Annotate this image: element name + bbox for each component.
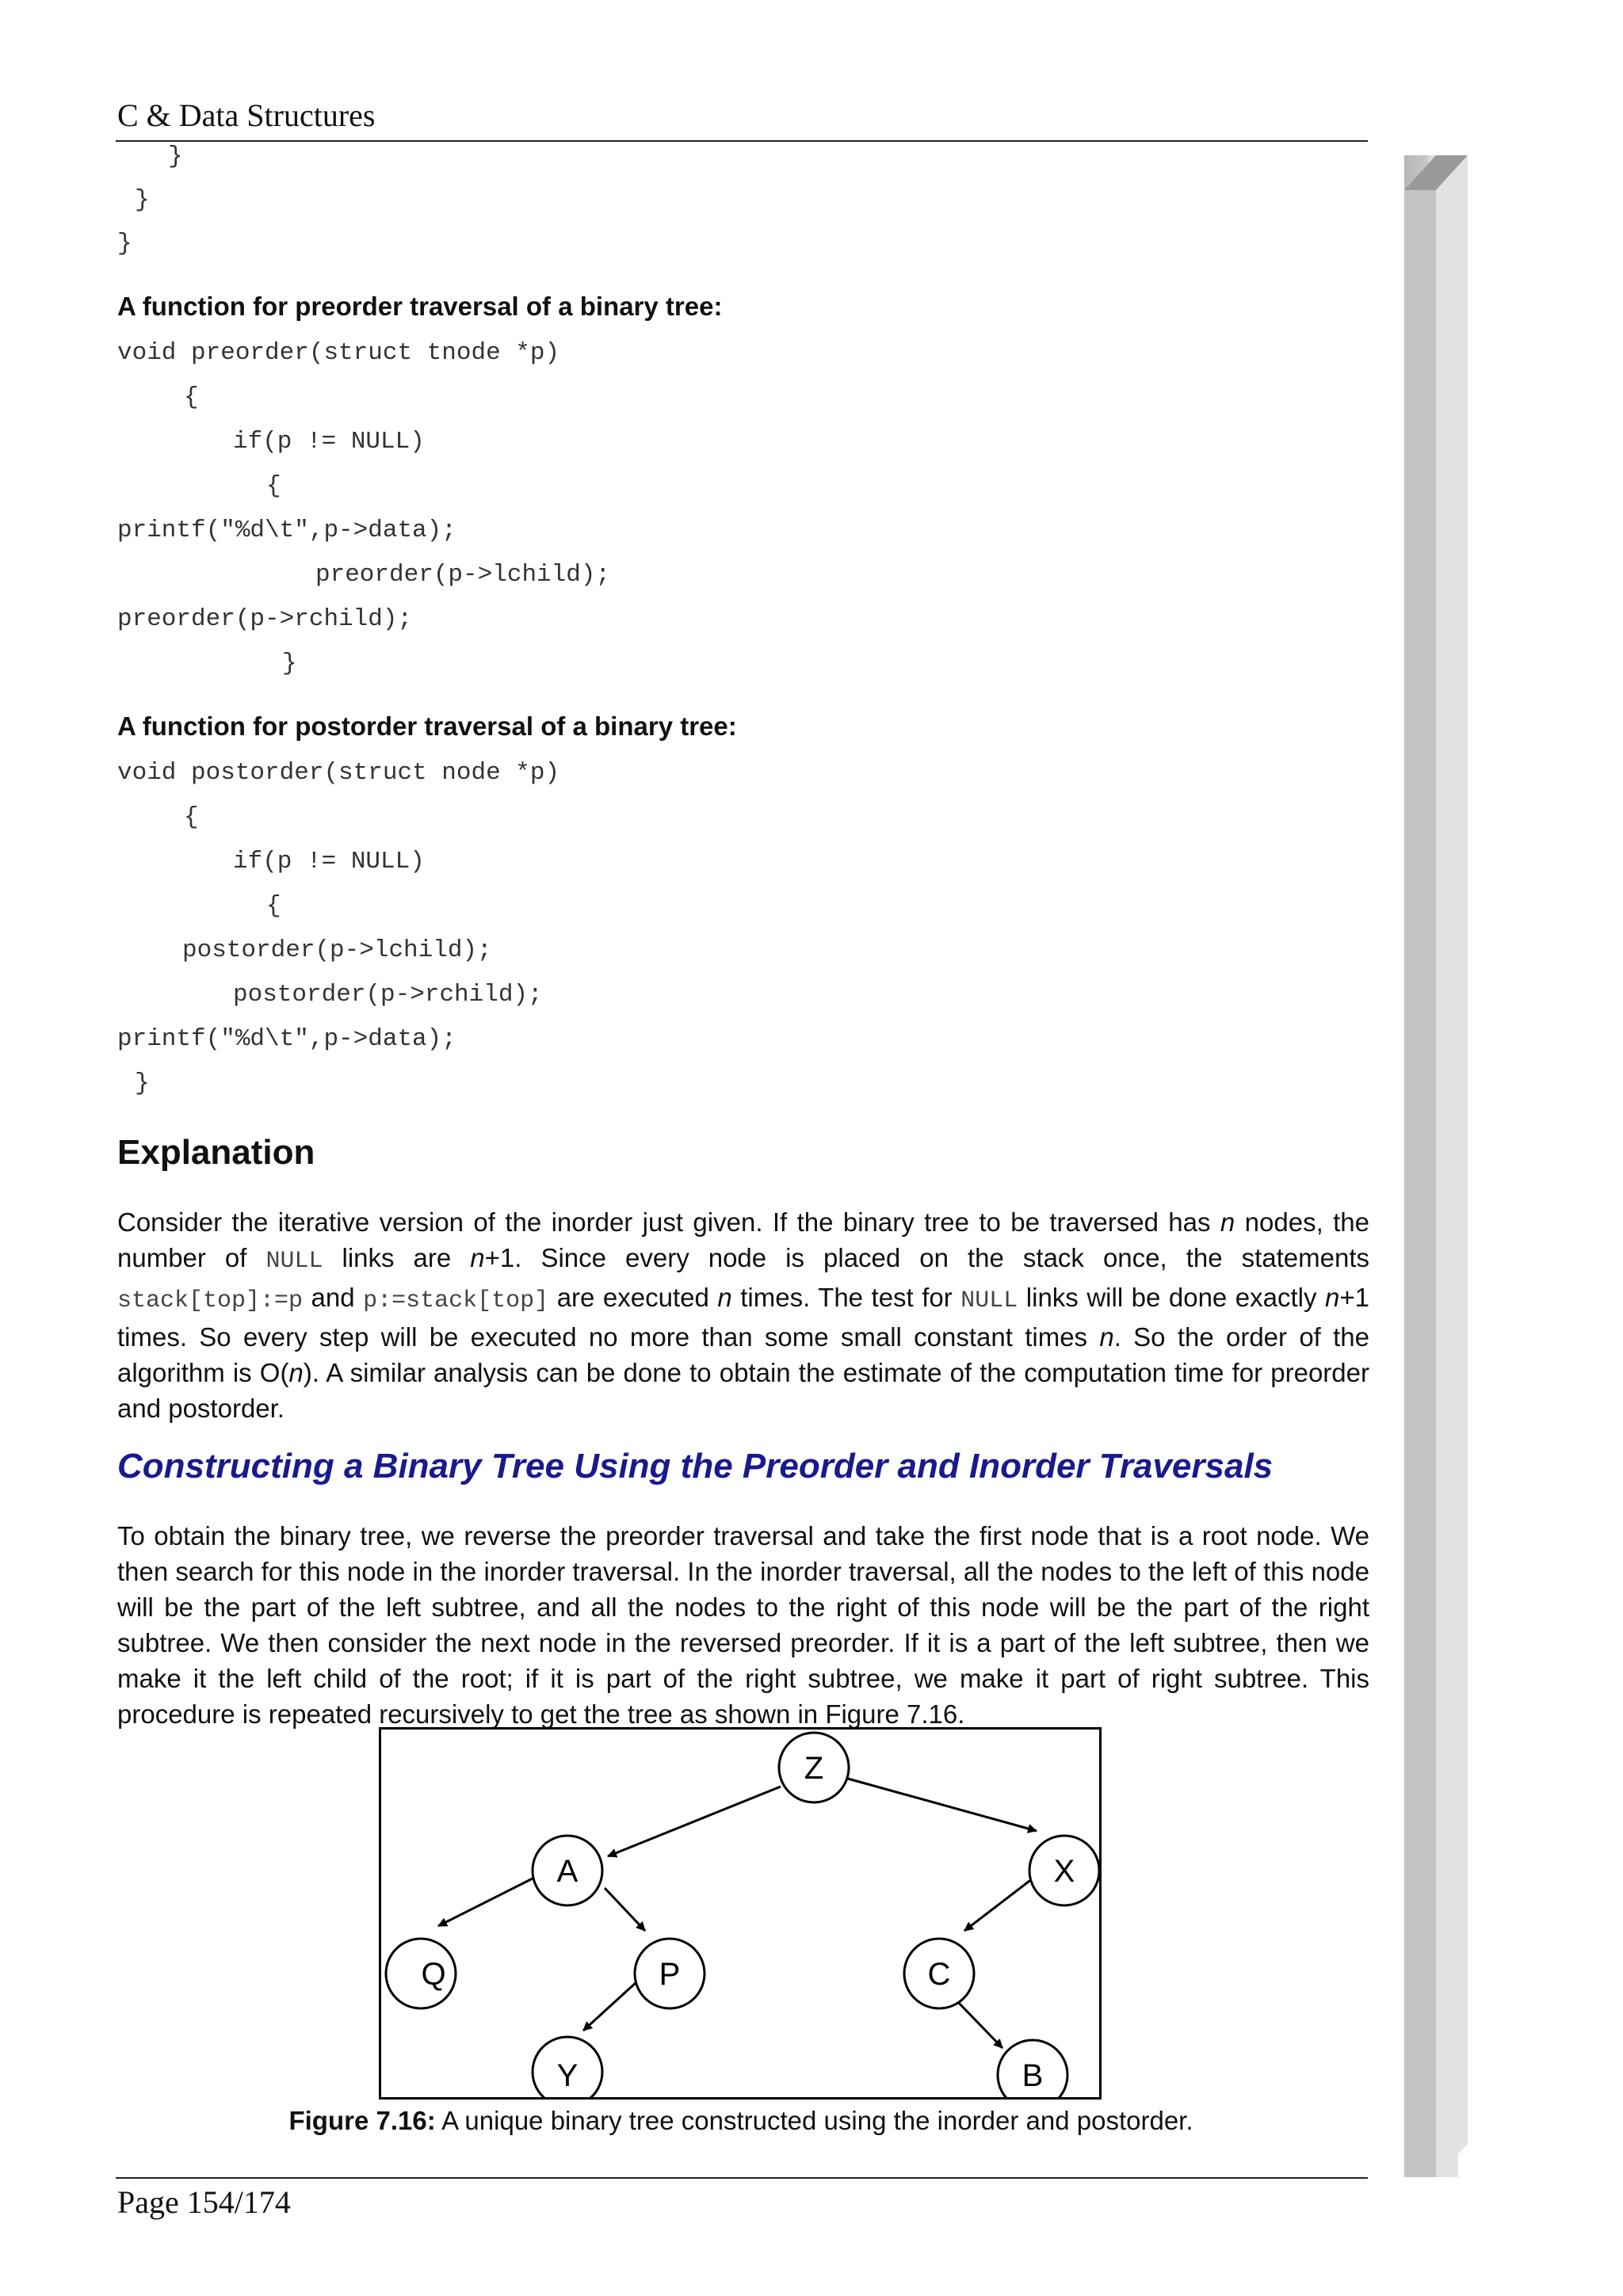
code-line: } — [168, 143, 183, 170]
code-line: } — [135, 186, 150, 214]
code-line: if(p != NULL) — [233, 428, 425, 456]
preorder-label: A function for preorder traversal of a binary tree: — [117, 292, 723, 321]
code-line: } — [135, 1070, 150, 1097]
figure-caption: Figure 7.16: A unique binary tree constructed using the inorder and postorder. — [288, 2106, 1193, 2135]
edge-z-a — [608, 1787, 781, 1856]
code-line: postorder(p->lchild); — [182, 936, 492, 964]
code-line: { — [184, 383, 199, 411]
constructing-heading: Constructing a Binary Tree Using the Preorder and Inorder Traversals — [117, 1447, 1274, 1486]
edge-a-p — [605, 1888, 645, 1931]
code-line: preorder(p->lchild); — [315, 561, 611, 589]
code-line: } — [282, 650, 297, 677]
node-label-y: Y — [556, 2058, 579, 2093]
node-label-p: P — [659, 1957, 681, 1992]
code-line: { — [184, 803, 199, 831]
running-header: C & Data Structures — [117, 97, 376, 133]
side-bar-bevel — [1404, 155, 1468, 2183]
edge-p-y — [583, 1982, 636, 2031]
footer-rule — [116, 2177, 1368, 2179]
node-label-q: Q — [421, 1957, 446, 1992]
tree-nodes — [386, 1733, 1099, 2097]
code-line: void postorder(struct node *p) — [117, 759, 560, 787]
code-line: } — [117, 230, 132, 257]
edge-z-x — [848, 1779, 1037, 1831]
node-label-c: C — [927, 1957, 951, 1992]
constructing-paragraph: To obtain the binary tree, we reverse the preorder traversal and take the first node that is a root node. We then search for this node in the inorder traversal. In the inorder traversal, all the nodes to the left of this node will be the part of the left subtree, and all the nodes to the right of this node will be the part of the right subtree. We then consider the next node in the reversed preorder. If it is a part of the left subtree, then we make it the left child of the root; if it is part of the right subtree, we make it part of right subtree. This procedure is repeated recursively to get the tree as shown in Figure 7.16. — [117, 1521, 1369, 1729]
binary-tree-figure — [379, 1727, 1102, 2100]
code-line: void preorder(struct tnode *p) — [117, 339, 560, 367]
node-label-b: B — [1022, 2058, 1044, 2093]
edge-a-q — [438, 1877, 536, 1926]
code-line: printf("%d\t",p->data); — [117, 517, 456, 544]
code-line: { — [266, 892, 281, 920]
binary-tree-diagram — [381, 1730, 1099, 2097]
code-line: postorder(p->rchild); — [233, 981, 543, 1009]
edge-c-b — [955, 1999, 1002, 2048]
code-line: printf("%d\t",p->data); — [117, 1025, 456, 1053]
header-rule — [116, 140, 1368, 142]
node-label-a: A — [556, 1854, 579, 1889]
edge-x-c — [964, 1876, 1036, 1931]
explanation-paragraph: Consider the iterative version of the inorder just given. If the binary tree to be traversed has n nodes, the number of NULL links are n+1. Since every node is placed on the stack once, the statements stack[top]:=p and p:=stack[top] are executed n times. The test for NULL links will be done exactly n+1 times. So every step will be executed no more than some small constant times n. So the order of the algorithm is O(n). A similar analysis can be done to obtain the estimate of the computation time for preorder and postorder. — [117, 1207, 1370, 1423]
node-label-z: Z — [804, 1751, 824, 1786]
page-number: Page 154/174 — [117, 2184, 291, 2220]
postorder-label: A function for postorder traversal of a binary tree: — [117, 711, 737, 741]
code-line: if(p != NULL) — [233, 848, 425, 875]
code-line: { — [266, 472, 281, 500]
code-line: preorder(p->rchild); — [117, 605, 413, 633]
node-label-x: X — [1053, 1854, 1075, 1889]
explanation-heading: Explanation — [117, 1133, 315, 1172]
